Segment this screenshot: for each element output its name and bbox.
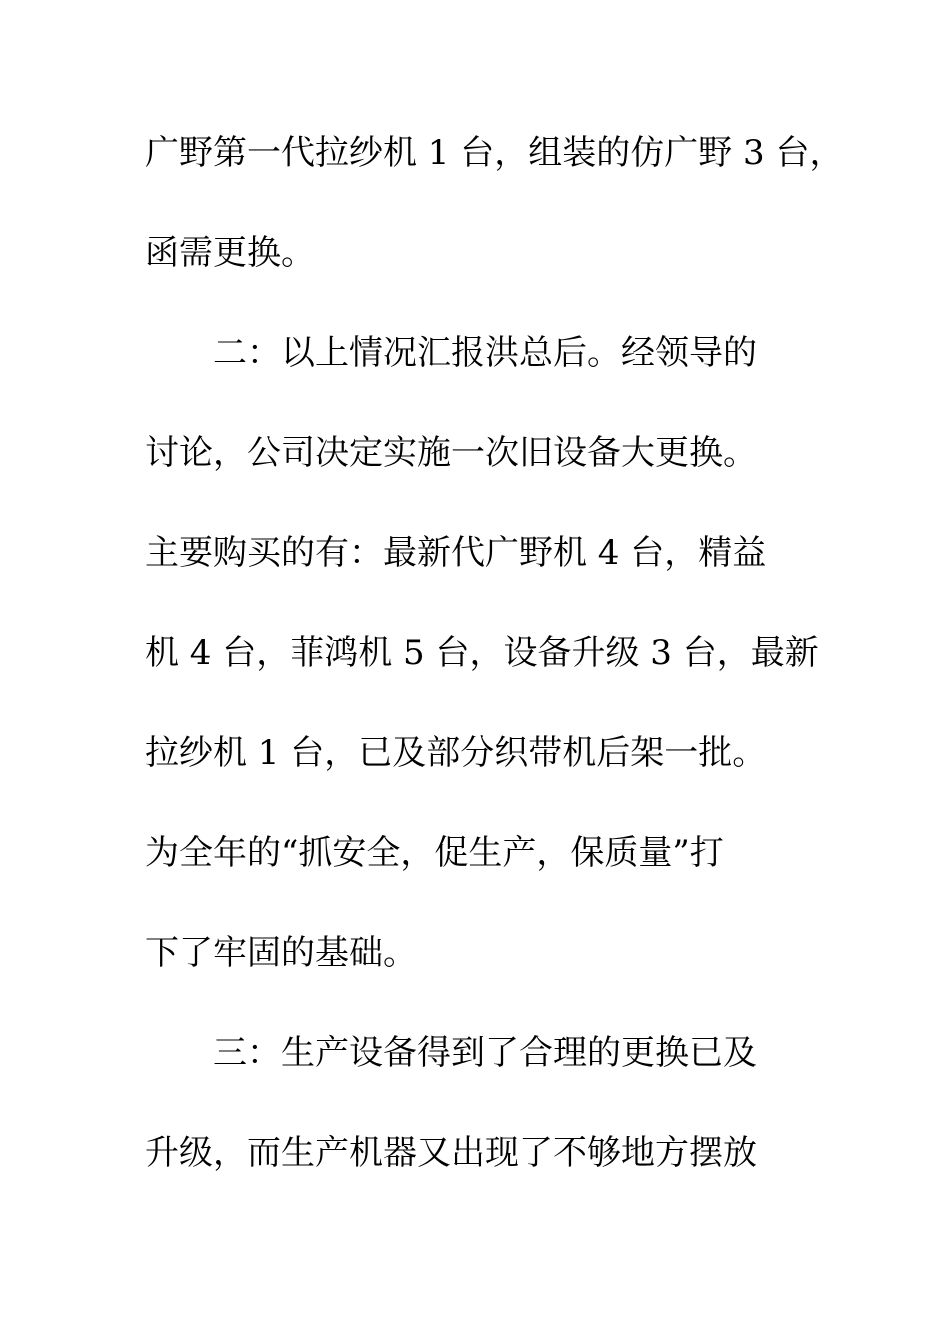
text-line-8: 为全年的“抓安全，促生产，保质量”打 <box>145 833 724 873</box>
text-line-7: 拉纱机 1 台，已及部分织带机后架一批。 <box>145 733 767 773</box>
text-line-2: 函需更换。 <box>145 233 315 273</box>
text-line-10: 三：生产设备得到了合理的更换已及 <box>145 1033 757 1073</box>
text-line-9: 下了牢固的基础。 <box>145 933 417 973</box>
text-line-1: 广野第一代拉纱机 1 台，组装的仿广野 3 台， <box>145 133 844 173</box>
text-line-5: 主要购买的有：最新代广野机 4 台，精益 <box>145 533 767 573</box>
text-line-6: 机 4 台，菲鸿机 5 台，设备升级 3 台，最新 <box>145 633 819 673</box>
text-line-4: 讨论，公司决定实施一次旧设备大更换。 <box>145 433 757 473</box>
text-line-11: 升级，而生产机器又出现了不够地方摆放 <box>145 1133 757 1173</box>
text-line-3: 二：以上情况汇报洪总后。经领导的 <box>145 333 757 373</box>
